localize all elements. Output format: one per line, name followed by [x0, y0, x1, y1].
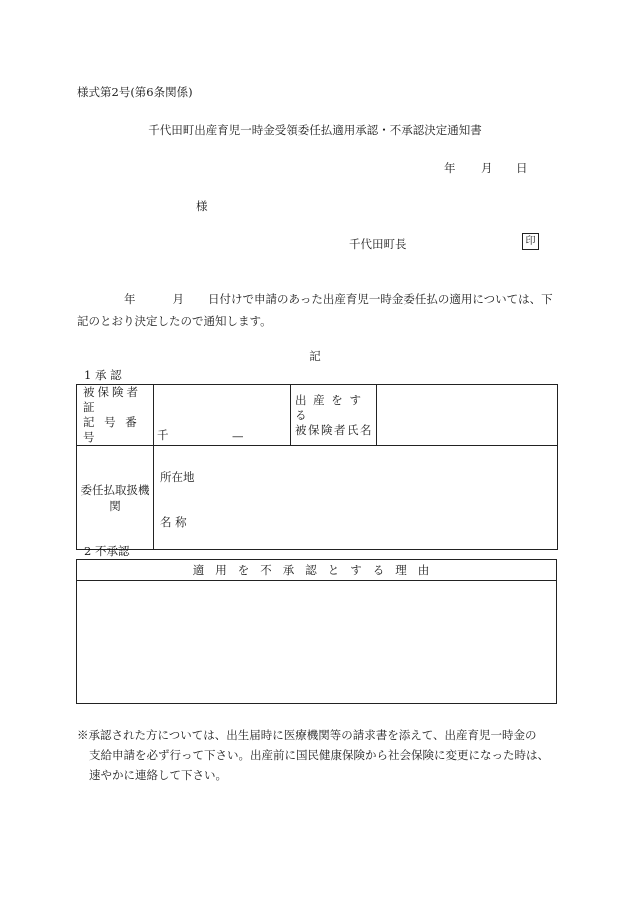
body-line-2: 記のとおり決定したので通知します。	[77, 314, 272, 328]
insured-card-label: 被保険者証 記 号 番 号	[77, 385, 154, 446]
address-label: 所在地	[160, 470, 195, 484]
ki-heading: 記	[309, 349, 321, 363]
mother-name-field[interactable]	[377, 385, 558, 446]
institution-name-label: 名 称	[160, 515, 187, 529]
seal-icon: 印	[522, 233, 539, 250]
mother-name-label: 出 産 を す る 被保険者氏名	[291, 385, 377, 446]
rejection-table	[76, 559, 557, 704]
rejection-reason-header: 適用を不承認とする理由	[77, 560, 557, 581]
form-number: 様式第2号(第6条関係)	[77, 85, 193, 99]
rejection-reason-field[interactable]	[77, 581, 557, 704]
approval-table	[76, 384, 558, 550]
agent-institution-label: 委任払取扱機関	[77, 446, 154, 550]
body-line-1	[124, 292, 553, 306]
document-title: 千代田町出産育児一時金受領委任払適用承認・不承認決定通知書	[148, 123, 482, 137]
footnote: ※承認された方については、出生届時に医療機関等の請求書を添えて、出産育児一時金の 支給申請を必ず行って下さい。出産前に国民健康保険から社会保険に変更になった時は、 速やかに連絡して下さい。	[77, 728, 549, 782]
section-approval-title: 1 承 認	[84, 368, 122, 382]
insured-prefix: 千	[157, 428, 169, 442]
recipient-honorific: 様	[196, 199, 208, 213]
date-year-label: 年	[444, 161, 456, 175]
issuer-name: 千代田町長	[349, 237, 407, 251]
body-year-label: 年	[124, 292, 136, 306]
agent-institution-field[interactable]	[154, 446, 558, 550]
date-day-label: 日	[516, 161, 528, 175]
body-month-label: 月	[172, 292, 184, 306]
insured-number-field[interactable]	[154, 385, 291, 446]
date-month-label: 月	[481, 161, 493, 175]
section-rejection-title: 2 不承認	[84, 544, 130, 558]
body-line-1-text: 日付けで申請のあった出産育児一時金委任払の適用については、下	[208, 292, 553, 306]
insured-dash: —	[232, 429, 244, 443]
